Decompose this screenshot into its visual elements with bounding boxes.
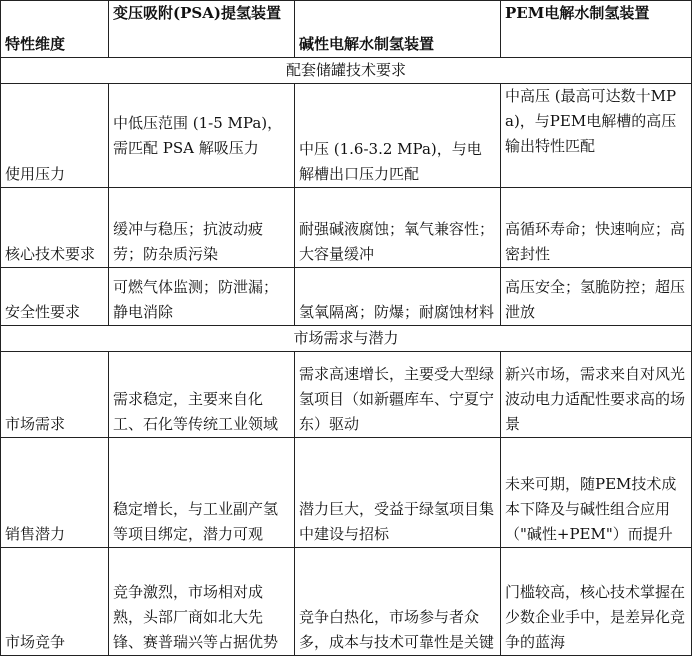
cell-psa: 可燃气体监测；防泄漏；静电消除 [109,268,295,326]
cell-pem: 门槛较高，核心技术掌握在少数企业手中，是差异化竞争的蓝海 [501,548,692,656]
header-dimension: 特性维度 [1,1,109,58]
table-row [1,438,692,548]
section-header-row [1,58,692,84]
table-row [1,352,692,438]
section-title-market: 市场需求与潜力 [1,326,692,352]
row-dimension: 核心技术要求 [1,188,109,268]
header-psa: 变压吸附(PSA)提氢装置 [109,1,295,58]
table-row [1,84,692,188]
cell-alkaline: 氢氧隔离；防爆；耐腐蚀材料 [295,268,501,326]
row-dimension: 销售潜力 [1,438,109,548]
header-row [1,1,692,58]
table-row [1,188,692,268]
row-dimension: 市场需求 [1,352,109,438]
row-dimension: 安全性要求 [1,268,109,326]
section-title-storage: 配套储罐技术要求 [1,58,692,84]
cell-alkaline: 竞争白热化，市场参与者众多，成本与技术可靠性是关键 [295,548,501,656]
cell-psa: 缓冲与稳压；抗波动疲劳；防杂质污染 [109,188,295,268]
header-pem: PEM电解水制氢装置 [501,1,692,58]
cell-pem: 中高压 (最高可达数十MPa)，与PEM电解槽的高压输出特性匹配 [501,84,692,188]
row-dimension: 市场竞争 [1,548,109,656]
cell-pem: 高循环寿命；快速响应；高密封性 [501,188,692,268]
cell-alkaline: 中压 (1.6-3.2 MPa)，与电解槽出口压力匹配 [295,84,501,188]
table-row [1,548,692,656]
section-header-row [1,326,692,352]
header-alkaline: 碱性电解水制氢装置 [295,1,501,58]
cell-psa: 稳定增长，与工业副产氢等项目绑定，潜力可观 [109,438,295,548]
cell-alkaline: 需求高速增长，主要受大型绿氢项目（如新疆库车、宁夏宁东）驱动 [295,352,501,438]
row-dimension: 使用压力 [1,84,109,188]
cell-psa: 竞争激烈，市场相对成熟，头部厂商如北大先锋、赛普瑞兴等占据优势 [109,548,295,656]
cell-pem: 未来可期，随PEM技术成本下降及与碱性组合应用（"碱性+PEM"）而提升 [501,438,692,548]
cell-pem: 高压安全；氢脆防控；超压泄放 [501,268,692,326]
cell-alkaline: 潜力巨大，受益于绿氢项目集中建设与招标 [295,438,501,548]
cell-alkaline: 耐强碱液腐蚀；氧气兼容性；大容量缓冲 [295,188,501,268]
cell-psa: 中低压范围 (1-5 MPa)，需匹配 PSA 解吸压力 [109,84,295,188]
table-row [1,268,692,326]
cell-psa: 需求稳定，主要来自化工、石化等传统工业领域 [109,352,295,438]
cell-pem: 新兴市场，需求来自对风光波动电力适配性要求高的场景 [501,352,692,438]
